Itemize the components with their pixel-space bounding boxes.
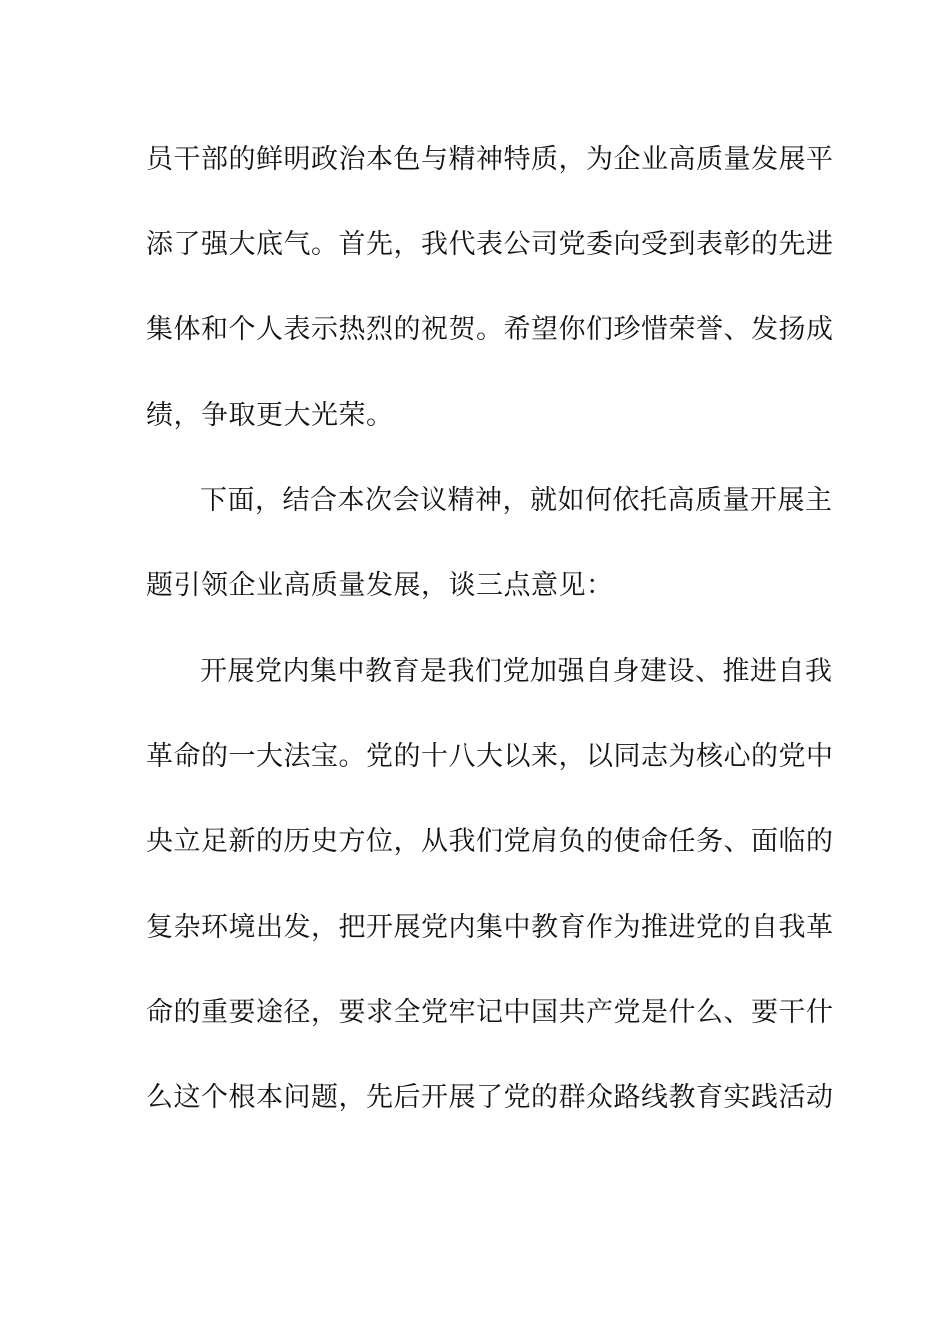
text-line: 命的重要途径，要求全党牢记中国共产党是什么、要干什 [146, 997, 834, 1028]
text-line: 员干部的鲜明政治本色与精神特质，为企业高质量发展平 [146, 144, 834, 175]
text-line: 题引领企业高质量发展，谈三点意见： [146, 570, 614, 601]
paragraph-first-line: 开展党内集中教育是我们党加强自身建设、推进自我 [200, 656, 833, 687]
paragraph-first-line: 下面，结合本次会议精神，就如何依托高质量开展主 [200, 485, 833, 516]
text-line: 集体和个人表示热烈的祝贺。希望你们珍惜荣誉、发扬成 [146, 314, 834, 345]
text-line: 革命的一大法宝。党的十八大以来，以同志为核心的党中 [146, 741, 834, 772]
text-line: 复杂环境出发，把开展党内集中教育作为推进党的自我革 [146, 912, 834, 943]
text-line: 添了强大底气。首先，我代表公司党委向受到表彰的先进 [146, 229, 834, 260]
text-line: 么这个根本问题，先后开展了党的群众路线教育实践活动 [146, 1082, 834, 1113]
text-line: 绩，争取更大光荣。 [146, 400, 394, 431]
text-line: 央立足新的历史方位，从我们党肩负的使命任务、面临的 [146, 826, 834, 857]
